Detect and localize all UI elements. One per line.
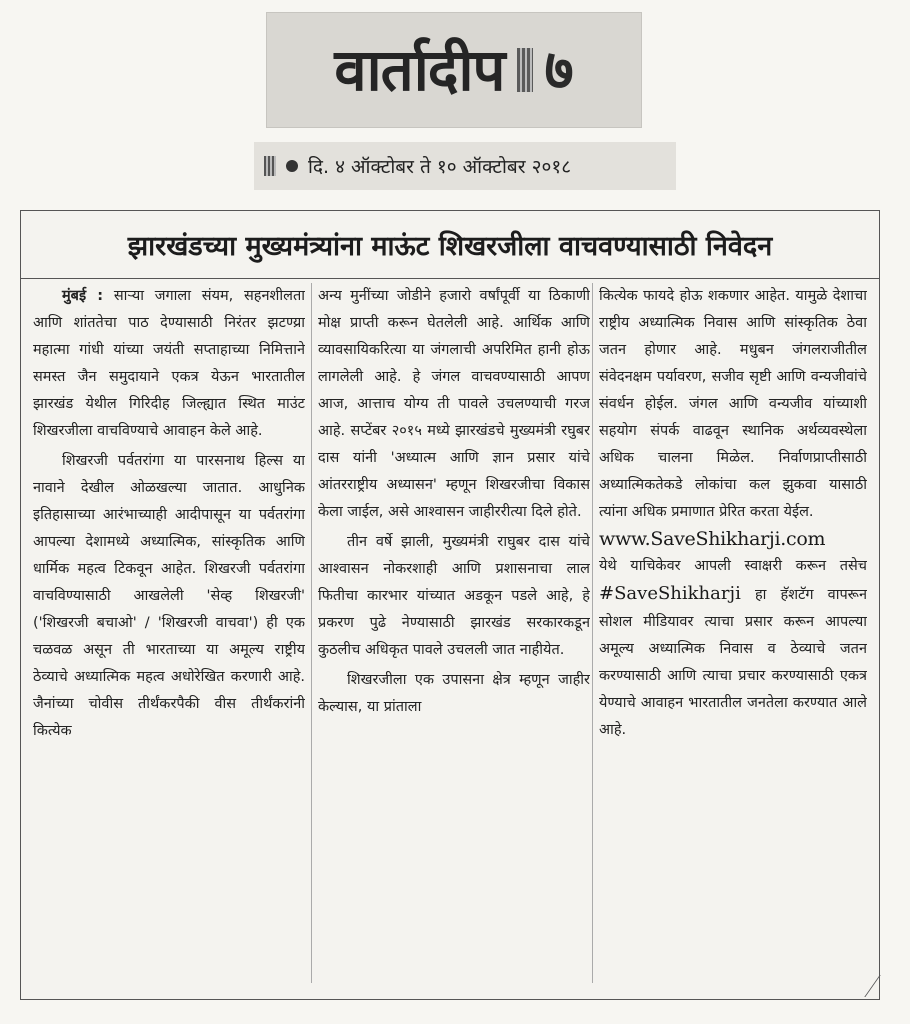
masthead bbox=[266, 12, 642, 128]
article-headline: झारखंडच्या मुख्यमंत्र्यांना माऊंट शिखरजीला वाचवण्यासाठी निवेदन bbox=[21, 211, 879, 279]
bullet-icon bbox=[286, 160, 298, 172]
paragraph-text: साऱ्या जगाला संयम, सहनशीलता आणि शांततेचा पाठ देण्यासाठी निरंतर झटण्य्रा महात्मा गांधी यांच्या जयंती सप्ताहाच्या निमित्ताने समस्त जैन समुदायाने एकत्र येऊन भारतातील झारखंड येथील गिरिदीह जिल्ह्यात स्थित माउंट शिखरजीला वाचविण्याचे आवाहन केले आहे. bbox=[33, 288, 305, 439]
paragraph: तीन वर्षे झाली, मुख्यमंत्री राघुबर दास यांचे आश्वासन नोकरशाही आणि प्रशासनाचा लाल फितीचा कारभार यांच्यात अडकून पडले आहे, हे प्रकरण पुढे नेण्यासाठी झारखंड सरकारकडून कुठलीच अधिकृत पावले उचलली जात नाहीयेत. bbox=[318, 534, 590, 658]
column-divider bbox=[592, 283, 593, 983]
article-column-3 bbox=[599, 283, 867, 983]
date-range: दि. ४ ऑक्टोबर ते १० ऑक्टोबर २०१८ bbox=[308, 156, 572, 178]
paragraph: शिखरजी पर्वतरांगा या पारसनाथ हिल्स या नावाने देखील ओळखल्या जातात. आधुनिक इतिहासाच्या आरंभाच्याही आदीपासून या पर्वतरांगा आपल्या देशामध्ये अध्यात्मिक, सांस्कृतिक आणि धार्मिक महत्व टिकवून आहेत. शिखरजी पर्वतरांगा वाचविण्यासाठी आखलेली 'सेव्ह शिखरजी' ('शिखरजी बचाओ' / 'शिखरजी वाचवा') ही एक चळवळ असून ती भारताच्या या अमूल्य राष्ट्रीय ठेव्याचे अध्यात्मिक महत्व अधोरेखित करणारी आहे. जैनांच्या चोवीस तीर्थंकरपैकी वीस तीर्थंकरांनी कित्येक bbox=[33, 453, 305, 739]
masthead-divider-bar bbox=[517, 48, 533, 92]
article-box bbox=[20, 210, 880, 1000]
paragraph: कित्येक फायदे होऊ शकणार आहेत. यामुळे देशाचा राष्ट्रीय अध्यात्मिक निवास आणि सांस्कृतिक ठेवा जतन होणार आहे. मधुबन जंगलराजीतील संवेदनक्षम पर्यावरण, सजीव सृष्टी आणि वन्यजीवांचे संवर्धन होईल. जंगल आणि वन्यजीव यांच्याशी सहयोग संपर्क वाढवून स्थानिक अर्थव्यवस्थेला अधिक चालना मिळेल. निर्वाणप्राप्तीसाठी अध्यात्मिकतेकडे लोकांचा कल झुकवा यासाठी त्यांना अधिक प्रमाणात प्रेरित करता येईल. bbox=[599, 288, 867, 520]
newspaper-name: वार्तादीप bbox=[334, 36, 505, 104]
column-divider bbox=[311, 283, 312, 983]
hashtag: #SaveShikharji bbox=[599, 583, 741, 604]
paragraph-text: हा हॅशटॅग वापरून सोशल मीडियावर त्याचा प्रसार करून आपल्या अमूल्य अध्यात्मिक निवास व ठेव्याचे जतन करण्यासाठी आणि त्याचा प्रचार करण्यासाठी एकत्र येण्याचे आवाहन भारतातील जनतेला करण्यात आले आहे. bbox=[599, 587, 867, 738]
dateline bbox=[254, 142, 676, 190]
page-number: ७ bbox=[544, 37, 574, 103]
website-link[interactable]: www.SaveShikharji.com bbox=[599, 528, 826, 550]
article-place: मुंबई : bbox=[62, 288, 104, 304]
article-column-1 bbox=[33, 283, 305, 983]
paragraph-text: येथे याचिकेवर आपली स्वाक्षरी करून तसेच bbox=[599, 558, 867, 574]
paragraph: शिखरजीला एक उपासना क्षेत्र म्हणून जाहीर केल्यास, या प्रांताला bbox=[318, 672, 590, 715]
paragraph bbox=[33, 283, 305, 445]
article-column-2 bbox=[318, 283, 590, 983]
dateline-bar-icon bbox=[264, 156, 276, 176]
paragraph bbox=[599, 553, 867, 744]
paragraph: अन्य मुनींच्या जोडीने हजारो वर्षांपूर्वी या ठिकाणी मोक्ष प्राप्ती करून घेतलेली आहे. आर्थिक आणि व्यावसायिकरित्या या जंगलाची अपरिमित हानी होऊ लागलेली आहे. हे जंगल वाचवण्यासाठी आपण आज, आत्ताच योग्य ती पावले उचलण्याची गरज आहे. सप्टेंबर २०१५ मध्ये झारखंडचे मुख्यमंत्री रघुबर दास यांनी 'अध्यात्म आणि ज्ञान प्रसार यांचे आंतरराष्ट्रीय अध्यासन' म्हणून शिखरजीचा विकास केला जाईल, असे आश्वासन जाहीररीत्या दिले होते. bbox=[318, 288, 590, 520]
